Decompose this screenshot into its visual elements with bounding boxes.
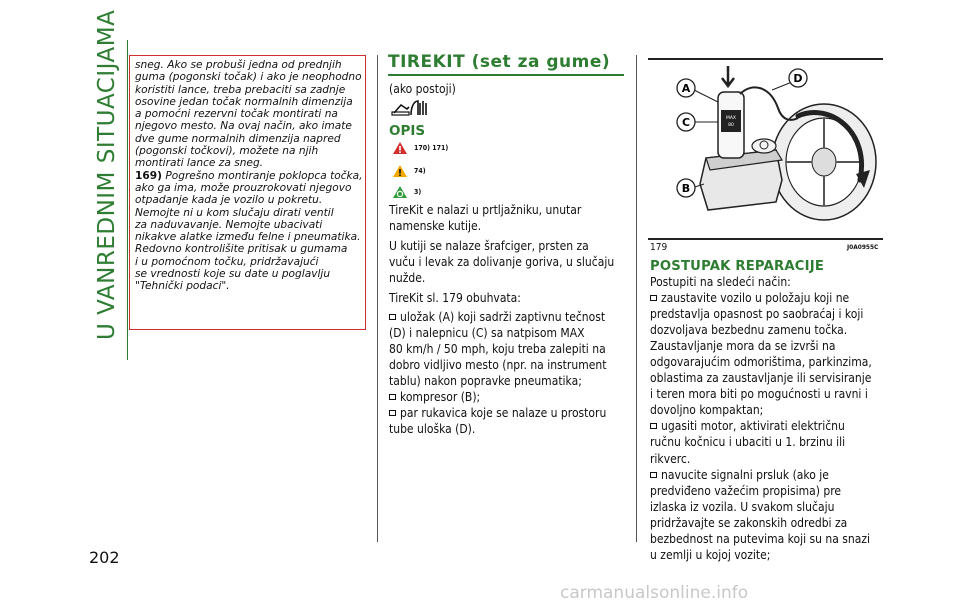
text-line bbox=[135, 231, 359, 243]
bullet-icon bbox=[650, 295, 657, 301]
tirekit-illustration bbox=[660, 62, 882, 238]
text-line bbox=[389, 406, 614, 422]
text-line bbox=[135, 120, 359, 132]
text-line bbox=[135, 145, 359, 157]
text-line bbox=[389, 390, 614, 406]
figure-code: J0A0955C bbox=[847, 243, 879, 251]
text-line bbox=[389, 422, 614, 438]
warning-box bbox=[129, 55, 366, 330]
text-line bbox=[650, 531, 872, 547]
caution-references: 74) bbox=[414, 167, 426, 175]
line-text: (D) i nalepnicu (C) sa natpisom MAX bbox=[389, 326, 585, 341]
text-line bbox=[135, 133, 359, 145]
text-line bbox=[135, 59, 359, 71]
line-text: vuču i levak za dolivanje goriva, u slučaju bbox=[389, 254, 615, 269]
line-text: rikverc. bbox=[650, 451, 691, 466]
line-text: par rukavica koje se nalaze u prostoru bbox=[400, 405, 607, 420]
line-text: Postupiti na sledeći način: bbox=[650, 275, 791, 289]
text-line bbox=[135, 182, 359, 194]
text-line bbox=[389, 374, 614, 390]
text-line bbox=[389, 291, 614, 307]
callout-d: D bbox=[793, 72, 803, 85]
line-text: kompresor (B); bbox=[400, 389, 481, 404]
page-number: 202 bbox=[89, 548, 120, 567]
text-line bbox=[650, 290, 872, 306]
line-text: nikakve alatke između felne i pneumatika. bbox=[135, 231, 361, 244]
danger-references: 170) 171) bbox=[414, 144, 449, 152]
line-text: namenske kutije. bbox=[389, 218, 482, 233]
line-text: montirati lance za sneg. bbox=[135, 157, 264, 170]
environment-references: 3) bbox=[414, 188, 422, 196]
text-line bbox=[389, 342, 614, 358]
text-line bbox=[389, 326, 614, 342]
warning-169-text bbox=[135, 182, 359, 293]
text-line bbox=[135, 256, 359, 268]
warning-text bbox=[135, 59, 362, 170]
line-text: guma (pogonski točak) i ako je neophodno bbox=[135, 71, 362, 84]
line-text: izlaska iz vozila. U svakom slučaju bbox=[650, 499, 835, 514]
environment-recycle-icon bbox=[392, 185, 408, 199]
line-text: odgovarajućim odmorištima, parkinzima, bbox=[650, 355, 872, 370]
line-text: u zemlji u kojoj vozite; bbox=[650, 547, 771, 562]
text-line bbox=[389, 219, 614, 235]
chapter-side-title bbox=[58, 9, 138, 360]
callout-a: A bbox=[681, 82, 691, 95]
line-text: dobro vidljivo mesto (npr. na instrument bbox=[389, 358, 607, 373]
caution-warning-icon bbox=[392, 164, 408, 178]
text-line bbox=[389, 255, 614, 271]
line-text: dve gume normalnih dimenzija napred bbox=[135, 132, 341, 145]
optional-equipment-icon bbox=[391, 99, 433, 117]
line-text: ručnu kočnicu i ubaciti u 1. brzinu ili bbox=[650, 435, 846, 450]
line-text: (pogonski točkovi), možete na njih bbox=[135, 145, 319, 158]
line-text: tube uloška (D). bbox=[389, 421, 476, 436]
text-line bbox=[650, 547, 872, 563]
text-line bbox=[135, 268, 359, 280]
line-text: osovine jedan točak normalnih dimenzija bbox=[135, 95, 353, 108]
text-line bbox=[650, 274, 872, 290]
line-text: Nemojte ni u kom slučaju dirati ventil bbox=[135, 206, 334, 219]
bullet-icon bbox=[389, 410, 396, 416]
bullet-icon bbox=[650, 423, 657, 429]
text-line bbox=[650, 402, 872, 418]
warning-169-first: Pogrešno montiranje poklopca točka, bbox=[165, 169, 363, 182]
line-text: njegovo mesto. Na ovaj način, ako imate bbox=[135, 120, 352, 133]
figure-bottom-rule bbox=[648, 238, 883, 240]
text-line bbox=[650, 386, 872, 402]
procedure-heading: POSTUPAK REPARACIJE bbox=[650, 259, 825, 274]
column-divider-left bbox=[377, 55, 378, 542]
text-line bbox=[135, 280, 359, 292]
bullet-icon bbox=[389, 314, 396, 320]
line-text: sneg. Ako se probuši jedna od prednjih bbox=[135, 59, 342, 71]
text-line bbox=[135, 71, 362, 84]
text-line bbox=[650, 467, 872, 483]
line-text: se vrednosti koje su date u poglavlju bbox=[135, 268, 331, 281]
line-text: a pomoćni rezervni točak montirati na bbox=[135, 108, 338, 121]
text-line bbox=[650, 354, 872, 370]
svg-text:80: 80 bbox=[728, 123, 734, 128]
line-text: zaustavite vozilo u položaju koji ne bbox=[661, 291, 850, 306]
line-text: predviđeno važećim propisima) pre bbox=[650, 483, 842, 498]
text-line bbox=[135, 96, 359, 108]
text-line bbox=[389, 271, 614, 287]
line-text: koristiti lance, treba prebaciti sa zadnje bbox=[135, 83, 346, 96]
callout-b: B bbox=[681, 182, 691, 195]
optional-note: (ako postoji) bbox=[389, 82, 456, 96]
figure-top-rule bbox=[648, 58, 883, 60]
caution-symbol-row bbox=[392, 164, 426, 178]
svg-text:MAX: MAX bbox=[725, 116, 737, 121]
section-underline bbox=[388, 74, 624, 76]
line-text: Redovno kontrolišite pritisak u gumama bbox=[135, 243, 348, 256]
figure-number: 179 bbox=[650, 242, 668, 253]
text-line bbox=[650, 434, 872, 450]
text-line bbox=[389, 239, 614, 255]
line-text: za naduvavanje. Nemojte ubacivati bbox=[135, 218, 323, 231]
bullet-icon bbox=[650, 472, 657, 478]
chapter-title-text: U VANREDNIM SITUACIJAMA bbox=[94, 9, 120, 340]
line-text: U kutiji se nalaze šrafciger, prsten za bbox=[389, 238, 589, 253]
description-heading: OPIS bbox=[389, 123, 426, 139]
line-text: navucite signalni prsluk (ako je bbox=[661, 467, 829, 482]
line-text: TireKit e nalazi u prtljažniku, unutar bbox=[389, 203, 582, 217]
line-text: dovoljno kompaktan; bbox=[650, 403, 764, 418]
line-text: predstavlja opasnost po saobraćaj i koji bbox=[650, 307, 864, 322]
chapter-divider bbox=[127, 40, 128, 360]
column-divider-right bbox=[636, 55, 637, 542]
text-line bbox=[135, 157, 359, 169]
text-line bbox=[650, 306, 872, 322]
description-text bbox=[389, 203, 614, 438]
line-text: oblastima za zaustavljanje ili servisiranje bbox=[650, 371, 872, 386]
text-line bbox=[650, 499, 872, 515]
line-text: pridržavajte se zakonskih odredbi za bbox=[650, 515, 848, 530]
line-text: otpadanje kada je vozilo u pokretu. bbox=[135, 194, 323, 207]
text-line bbox=[650, 322, 872, 338]
text-line bbox=[135, 108, 359, 120]
warning-169-line bbox=[135, 169, 363, 182]
environment-symbol-row bbox=[392, 185, 421, 199]
line-text: TireKit sl. 179 obuhvata: bbox=[389, 290, 521, 305]
procedure-text bbox=[650, 274, 872, 563]
text-line bbox=[389, 203, 614, 219]
text-line bbox=[650, 370, 872, 386]
line-text: ako ga ima, može prouzrokovati njegovo bbox=[135, 181, 352, 194]
text-line bbox=[650, 483, 872, 499]
text-line bbox=[650, 418, 872, 434]
danger-symbol-row bbox=[392, 141, 448, 155]
section-title: TIREKIT (set za gume) bbox=[388, 52, 611, 72]
callout-c: C bbox=[681, 116, 691, 129]
text-line bbox=[650, 515, 872, 531]
line-text: nužde. bbox=[389, 270, 426, 285]
bullet-icon bbox=[389, 394, 396, 400]
danger-warning-icon bbox=[392, 141, 408, 155]
text-line bbox=[135, 84, 359, 96]
text-line bbox=[135, 219, 359, 231]
text-line bbox=[650, 451, 872, 467]
text-line bbox=[650, 338, 872, 354]
watermark: carmanualsonline.info bbox=[560, 583, 749, 603]
warning-169-number: 169) bbox=[135, 169, 162, 182]
line-text: bezbednost na putevima koji su na snazi bbox=[650, 531, 871, 546]
line-text: dozvoljava bezbednu zamenu točka. bbox=[650, 323, 848, 338]
line-text: "Tehnički podaci". bbox=[135, 280, 230, 293]
text-line bbox=[135, 243, 359, 255]
text-line bbox=[135, 207, 359, 219]
line-text: i u pomoćnom točku, pridržavajući bbox=[135, 255, 319, 268]
line-text: i teren mora biti po mogućnosti u ravni i bbox=[650, 387, 868, 402]
text-line bbox=[389, 310, 614, 326]
line-text: Zaustavljanje mora da se izvrši na bbox=[650, 339, 836, 354]
text-line bbox=[135, 194, 359, 206]
line-text: uložak (A) koji sadrži zaptivnu tečnost bbox=[400, 310, 606, 325]
line-text: 80 km/h / 50 mph, koju treba zalepiti na bbox=[389, 342, 606, 357]
line-text: ugasiti motor, aktivirati električnu bbox=[661, 419, 845, 434]
line-text: tablu) nakon popravke pneumatika; bbox=[389, 374, 582, 389]
text-line bbox=[389, 358, 614, 374]
